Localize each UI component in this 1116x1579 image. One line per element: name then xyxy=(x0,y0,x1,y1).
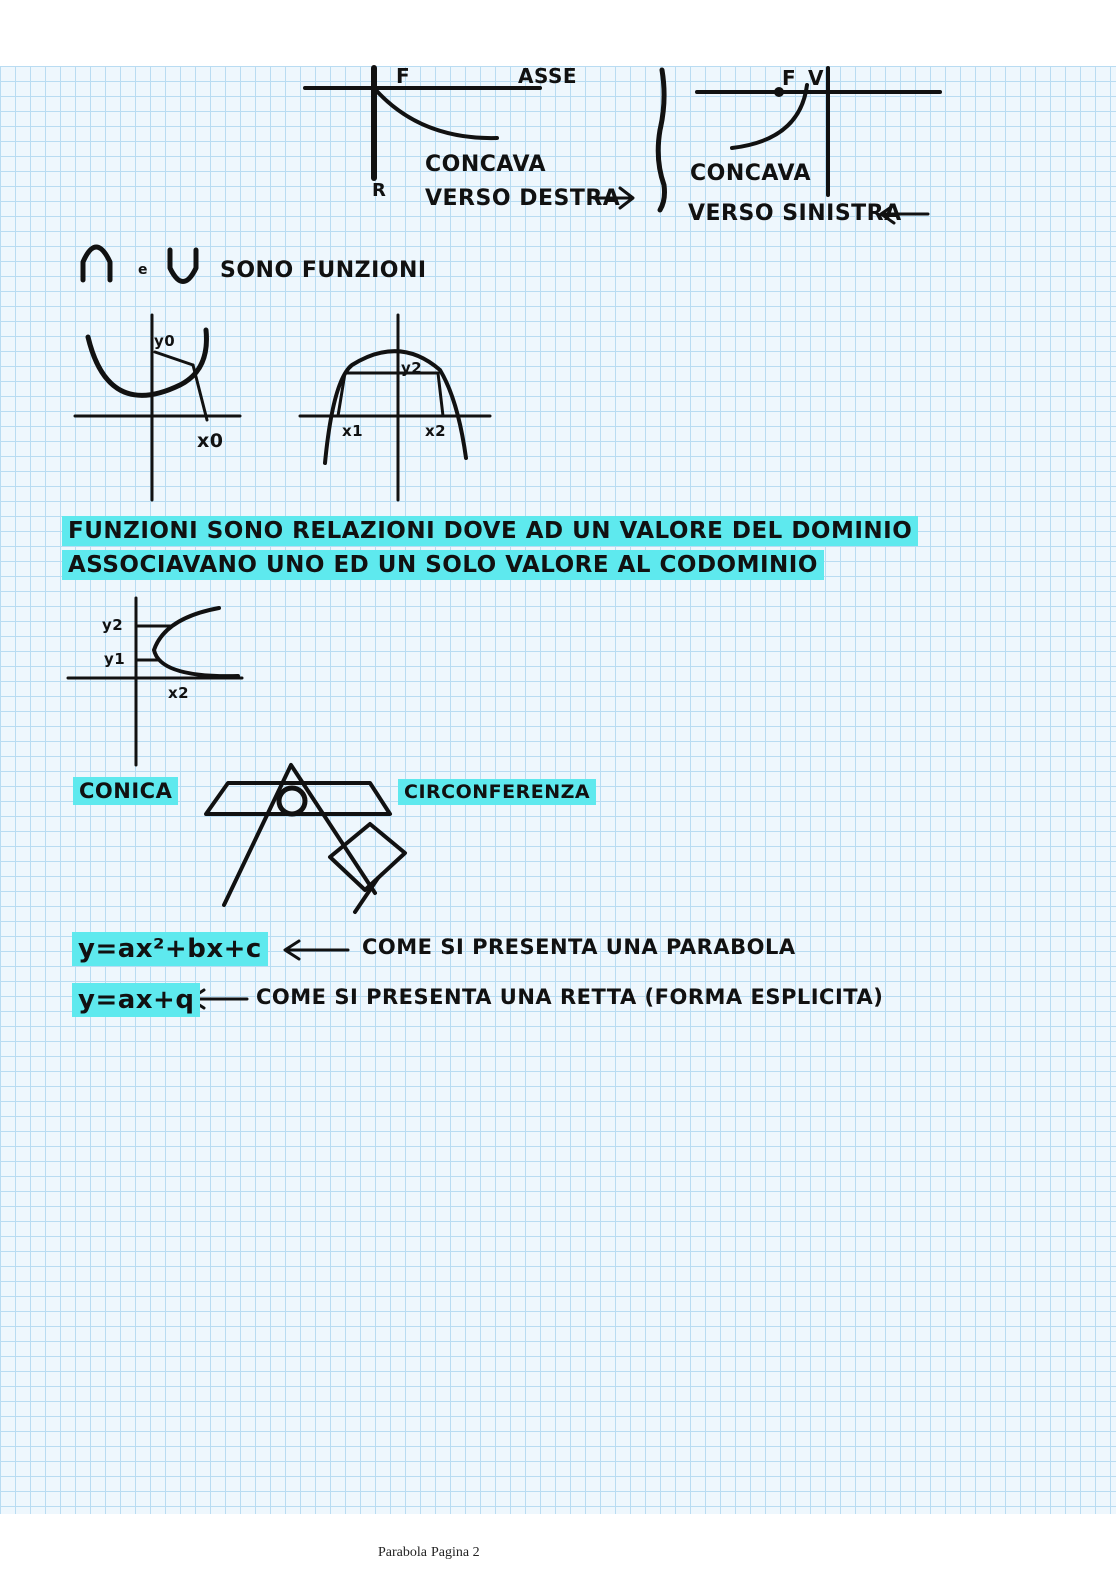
definition-line-1: FUNZIONI SONO RELAZIONI DOVE AD UN VALORE DEL DOMINIO xyxy=(62,516,918,546)
caption-concava-right: CONCAVA xyxy=(690,161,811,186)
graph3-label-x2: x2 xyxy=(168,684,190,702)
parabola-formula: y=ax²+bx+c xyxy=(72,932,268,966)
label-r: R xyxy=(372,180,387,201)
graph1-label-x0: x0 xyxy=(197,430,224,452)
graph2-label-x2: x2 xyxy=(425,422,447,440)
label-v: V xyxy=(808,66,824,90)
circonferenza-label: CIRCONFERENZA xyxy=(398,779,596,805)
graph3-label-y1: y1 xyxy=(104,650,126,668)
union-symbol xyxy=(170,250,196,282)
footer-page: Pagina 2 xyxy=(430,1545,480,1560)
graph-3-sketch xyxy=(68,598,242,765)
label-f-right: F xyxy=(782,66,797,90)
caption-verso-sinistra: VERSO SINISTRA xyxy=(688,201,902,226)
conica-label: CONICA xyxy=(73,777,178,805)
caption-concava-left: CONCAVA xyxy=(425,152,546,177)
footer-title: Parabola xyxy=(378,1545,427,1560)
symbols-sentence: SONO FUNZIONI xyxy=(220,258,427,283)
graph2-label-x1: x1 xyxy=(342,422,364,440)
graph1-label-y0: y0 xyxy=(154,332,176,350)
intersection-symbol xyxy=(83,247,110,280)
parabola-description: COME SI PRESENTA UNA PARABOLA xyxy=(362,935,796,959)
wavy-separator xyxy=(658,70,664,210)
line-formula: y=ax+q xyxy=(72,983,200,1017)
graph3-label-y2: y2 xyxy=(102,616,124,634)
caption-verso-destra: VERSO DESTRA xyxy=(425,186,621,211)
concave-left-sketch xyxy=(697,68,940,223)
page-footer xyxy=(378,1545,484,1561)
definition-line-2: ASSOCIAVANO UNO ED UN SOLO VALORE AL CODOMINIO xyxy=(62,550,824,580)
conic-sketch xyxy=(206,765,405,912)
line-description: COME SI PRESENTA UNA RETTA (FORMA ESPLICITA) xyxy=(256,985,884,1009)
label-f-left: F xyxy=(396,64,411,88)
graph2-label-y2: y2 xyxy=(401,359,423,377)
parabola-arrow xyxy=(285,941,348,959)
graph-2-sketch xyxy=(300,315,490,500)
label-asse: ASSE xyxy=(518,64,578,88)
